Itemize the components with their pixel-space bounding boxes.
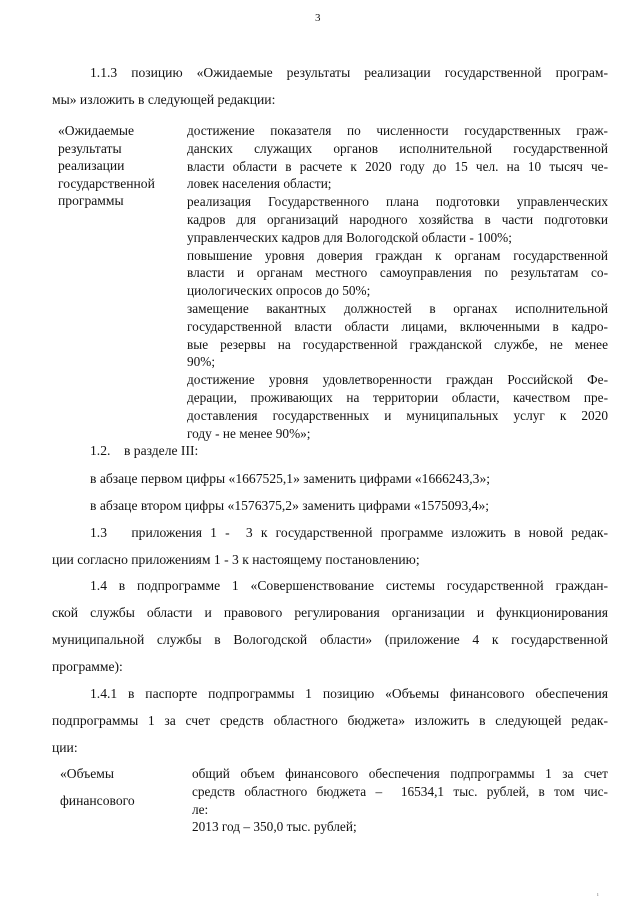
table1-content-line: году - не менее 90%»; <box>187 425 311 441</box>
table1-content-line: достижение уровня удовлетворенности граждан Российской Фе- <box>187 372 608 388</box>
paragraph-1-1-3-line-1: 1.1.3 позицию «Ожидаемые результаты реализации государственной програм- <box>90 65 608 80</box>
table2-label-line: финансового <box>60 793 135 808</box>
table1-content-line: замещение вакантных должностей в органах исполнительной <box>187 300 608 316</box>
table1-label-line: программы <box>58 193 124 209</box>
table1-content-line: власти области в расчете к 2020 году до 15 чел. на 10 тысяч че- <box>187 158 608 174</box>
paragraph-1-3-line-1: 1.3 приложения 1 - 3 к государственной программе изложить в новой редак- <box>90 525 608 540</box>
table1-label-line: реализации <box>58 158 125 174</box>
table2-content <box>192 765 608 836</box>
table1-content-line: государственной власти области лицами, включенными в кадро- <box>187 318 608 334</box>
table1-content-line: данских служащих органов исполнительной государственной <box>187 140 608 156</box>
table2-content-line: общий объем финансового обеспечения подпрограммы 1 за счет <box>192 766 608 781</box>
table2-label-line: «Объемы <box>60 766 114 781</box>
paragraph-1-4-1-line-1: 1.4.1 в паспорте подпрограммы 1 позицию «Объемы финансового обеспечения <box>90 686 608 701</box>
table1-content-line: доставления государственных и муниципальных услуг к 2020 <box>187 407 608 423</box>
table2-content-line: ле: <box>192 801 209 817</box>
paragraph-1-2-line-b: в абзаце втором цифры «1576375,2» заменить цифрами «1575093,4»; <box>90 498 490 513</box>
table1-content-line: 90%; <box>187 354 216 370</box>
table1-content-line: управленческих кадров для Вологодской области - 100%; <box>187 229 512 245</box>
table1-content-line: достижение показателя по численности государственных граж- <box>187 123 608 138</box>
paragraph-1-4-line-1: 1.4 в подпрограмме 1 «Совершенствование системы государственной граждан- <box>90 578 608 593</box>
table1-content <box>187 122 608 442</box>
paragraph-1-2-line-a: в абзаце первом цифры «1667525,1» заменить цифрами «1666243,3»; <box>90 471 491 486</box>
paragraph-1-4-1-line-3: ции: <box>52 740 78 755</box>
paragraph-1-4-line-2: ской службы области и правового регулирования организации и функционирования <box>52 605 608 620</box>
table1-content-line: власти и органам местного самоуправления по результатам со- <box>187 265 608 281</box>
paragraph-1-2: 1.2. в разделе III: <box>90 443 199 458</box>
paragraph-1-4-line-4: программе): <box>52 659 123 674</box>
table1-content-line: вые резервы на государственной гражданской службе, не менее <box>187 336 608 352</box>
paragraph-1-3-line-2: ции согласно приложениям 1 - 3 к настоящему постановлению; <box>52 552 420 567</box>
table1-content-line: ловек населения области; <box>187 176 332 192</box>
paragraph-1-4-line-3: муниципальной службы в Вологодской области» (приложение 4 к государственной <box>52 632 608 647</box>
table1-label-line: «Ожидаемые <box>58 123 135 138</box>
table1-label <box>58 122 155 210</box>
corner-mark: ı <box>597 892 599 898</box>
table1-content-line: дерации, проживающих на территории области, качеством пре- <box>187 389 608 405</box>
table2-content-line: средств областного бюджета – 16534,1 тыс. рублей, в том чис- <box>192 783 608 799</box>
page-number: 3 <box>315 12 321 24</box>
paragraph-1-1-3-line-2: мы» изложить в следующей редакции: <box>52 92 276 107</box>
table1-content-line: повышение уровня доверия граждан к органам государственной <box>187 247 608 263</box>
table2-content-line: 2013 год – 350,0 тыс. рублей; <box>192 819 357 835</box>
paragraph-1-4-1-line-2: подпрограммы 1 за счет средств областного бюджета» изложить в следующей редак- <box>52 713 608 728</box>
table1-label-line: результаты <box>58 140 122 156</box>
table1-content-line: циологических опросов до 50%; <box>187 283 371 299</box>
table1-content-line: кадров для организаций народного хозяйства в части подготовки <box>187 211 608 227</box>
table1-content-line: реализация Государственного плана подготовки управленческих <box>187 194 608 210</box>
table1-label-line: государственной <box>58 175 155 191</box>
